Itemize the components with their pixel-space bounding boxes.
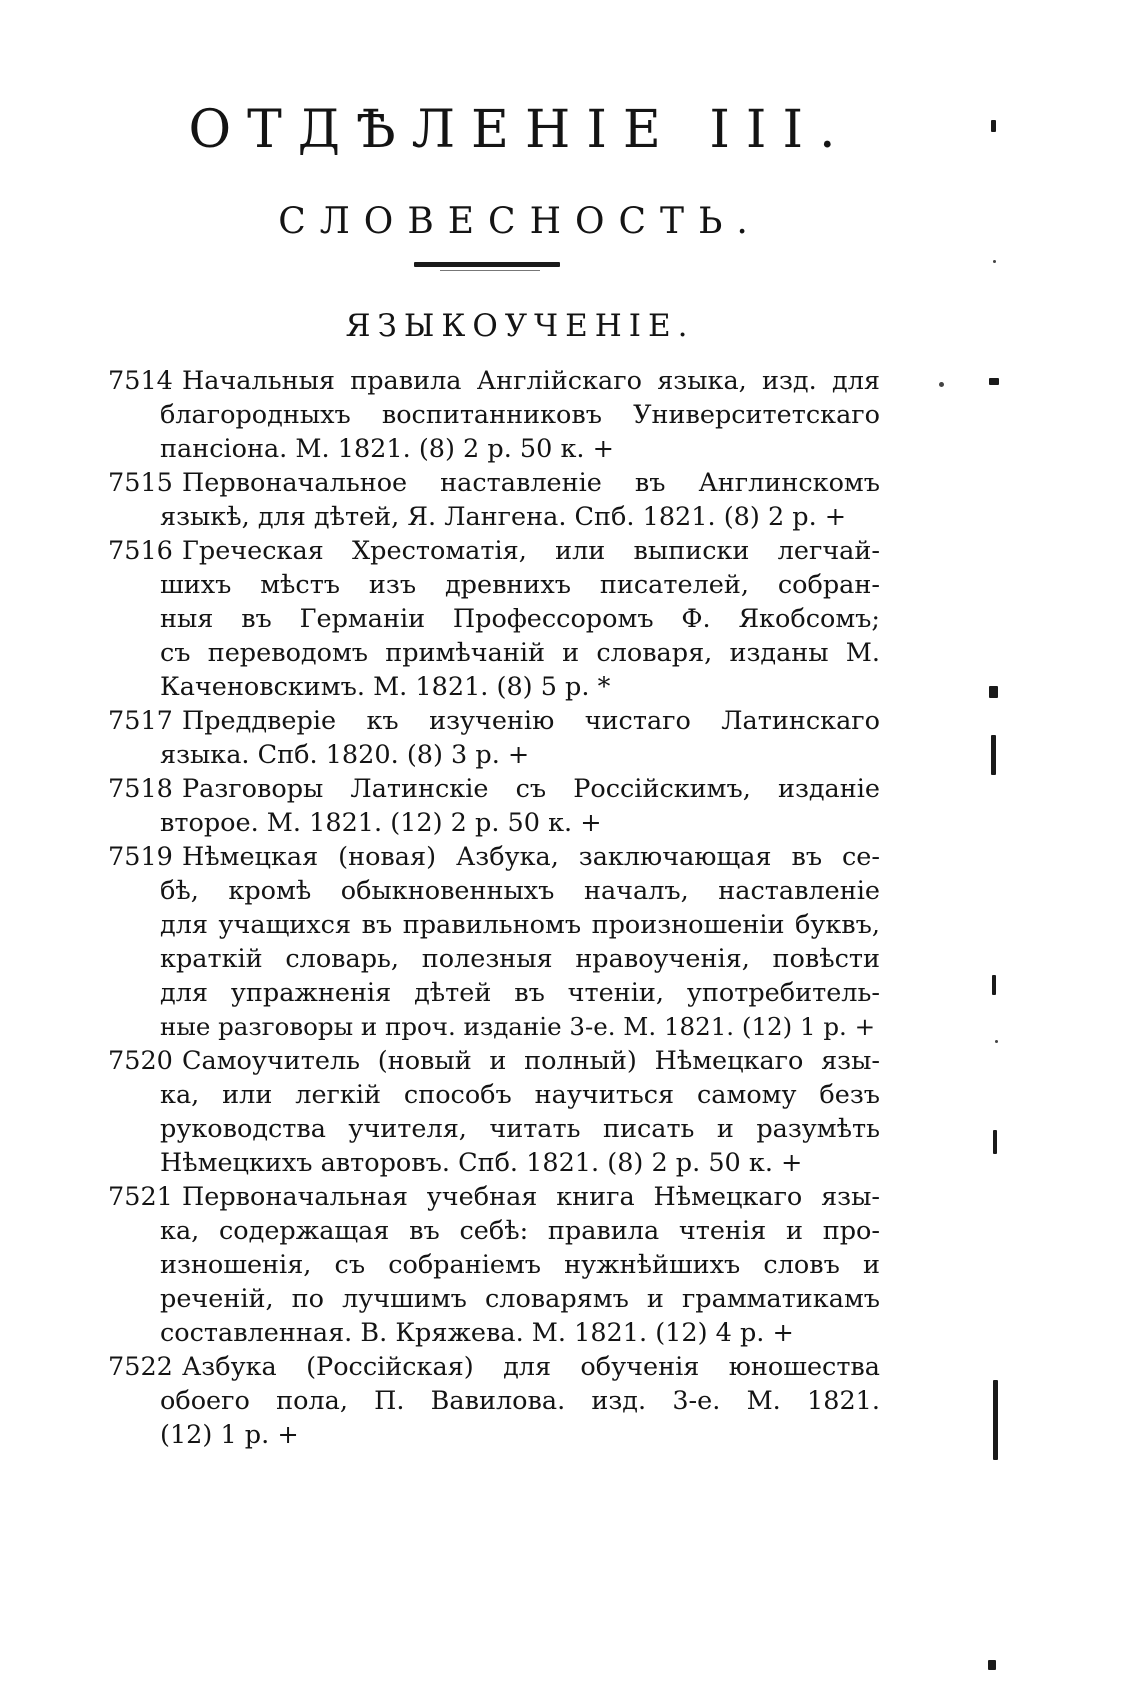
catalog-entry xyxy=(108,840,880,1044)
entry-text: благородныхъ воспитанниковъ Университетскаго xyxy=(160,400,880,430)
entry-line xyxy=(160,976,880,1010)
entry-first-line xyxy=(108,534,880,568)
entry-first-line xyxy=(108,364,880,398)
catalog-entry xyxy=(108,466,880,534)
entry-number: 7521 xyxy=(108,1182,173,1212)
entry-text: Каченовскимъ. М. 1821. (8) 5 р. * xyxy=(160,672,611,702)
catalog-entry xyxy=(108,1044,880,1180)
entry-line xyxy=(160,1010,880,1044)
entry-number: 7516 xyxy=(108,536,173,566)
entry-first-line xyxy=(108,1044,880,1078)
entry-first-line xyxy=(108,772,880,806)
entry-text: для упражненія дѣтей въ чтеніи, употребитель- xyxy=(160,978,880,1008)
entry-number: 7519 xyxy=(108,842,173,872)
entry-text: пансіона. М. 1821. (8) 2 р. 50 к. + xyxy=(160,434,614,464)
subsection-heading: ЯЗЫКОУЧЕНІЕ. xyxy=(345,308,695,344)
entry-line xyxy=(160,874,880,908)
entry-text: (12) 1 р. + xyxy=(160,1420,299,1450)
entry-text: бѣ, кромѣ обыкновенныхъ началъ, наставленіе xyxy=(160,876,880,906)
entry-line xyxy=(160,1214,880,1248)
entry-line xyxy=(160,738,880,772)
entry-text: краткій словарь, полезныя нравоученія, повѣсти xyxy=(160,944,880,974)
entry-line xyxy=(160,1384,880,1418)
catalog-entry xyxy=(108,772,880,840)
entry-line xyxy=(160,908,880,942)
entry-number: 7518 xyxy=(108,774,173,804)
entry-text: составленная. В. Кряжева. М. 1821. (12) 4 р. + xyxy=(160,1318,794,1348)
entry-text: Начальныя правила Англійскаго языка, изд. для xyxy=(182,366,880,396)
entry-line xyxy=(160,398,880,432)
entry-text: реченій, по лучшимъ словарямъ и грамматикамъ xyxy=(160,1284,880,1314)
entry-line xyxy=(160,636,880,670)
catalog-entries xyxy=(108,364,880,1452)
entry-line xyxy=(160,602,880,636)
catalog-entry xyxy=(108,704,880,772)
entry-text: ка, или легкій способъ научиться самому безъ xyxy=(160,1080,880,1110)
entry-first-line xyxy=(108,1350,880,1384)
entry-text: ка, содержащая въ себѣ: правила чтенія и про- xyxy=(160,1216,880,1246)
entry-text: для учащихся въ правильномъ произношеніи буквъ, xyxy=(160,910,880,940)
entry-text: Самоучитель (новый и полный) Нѣмецкаго язы- xyxy=(182,1046,880,1076)
entry-line xyxy=(160,1146,880,1180)
entry-line xyxy=(160,1248,880,1282)
entry-first-line xyxy=(108,840,880,874)
entry-text: Преддверіе къ изученію чистаго Латинскаго xyxy=(182,706,880,736)
entry-text: Разговоры Латинскіе съ Россійскимъ, изданіе xyxy=(182,774,880,804)
section-title: ОТДѢЛЕНІЕ III. xyxy=(188,100,852,160)
entry-number: 7520 xyxy=(108,1046,173,1076)
entry-text: языкѣ, для дѣтей, Я. Лангена. Спб. 1821. (8) 2 р. + xyxy=(160,502,847,532)
margin-scan-marks xyxy=(975,0,1015,1694)
decorative-rule xyxy=(414,262,560,267)
entry-text: изношенія, съ собраніемъ нужнѣйшихъ словъ и xyxy=(160,1250,880,1280)
entry-number: 7514 xyxy=(108,366,173,396)
entry-number: 7515 xyxy=(108,468,173,498)
entry-text: съ переводомъ примѣчаній и словаря, изданы М. xyxy=(160,638,880,668)
entry-text: второе. М. 1821. (12) 2 р. 50 к. + xyxy=(160,808,602,838)
entry-text: ные разговоры и проч. изданіе 3-е. М. 1821. (12) 1 р. + xyxy=(160,1012,876,1041)
entry-text: Азбука (Россійская) для обученія юношества xyxy=(182,1352,880,1382)
entry-text: Нѣмецкихъ авторовъ. Спб. 1821. (8) 2 р. 50 к. + xyxy=(160,1148,803,1178)
entry-number: 7517 xyxy=(108,706,173,736)
entry-text: языка. Спб. 1820. (8) 3 р. + xyxy=(160,740,530,770)
entry-first-line xyxy=(108,704,880,738)
entry-first-line xyxy=(108,1180,880,1214)
entry-first-line xyxy=(108,466,880,500)
entry-line xyxy=(160,500,880,534)
entry-text: шихъ мѣстъ изъ древнихъ писателей, собран- xyxy=(160,570,880,600)
entry-line xyxy=(160,806,880,840)
section-subtitle: СЛОВЕСНОСТЬ. xyxy=(278,201,762,242)
entry-text: Первоначальное наставленіе въ Англинскомъ xyxy=(182,468,880,498)
catalog-entry xyxy=(108,1180,880,1350)
entry-line xyxy=(160,670,880,704)
catalog-entry xyxy=(108,534,880,704)
decorative-rule-hairline xyxy=(440,270,540,271)
catalog-entry xyxy=(108,1350,880,1452)
entry-line xyxy=(160,1418,880,1452)
catalog-entry xyxy=(108,364,880,466)
entry-line xyxy=(160,1316,880,1350)
entry-line xyxy=(160,1112,880,1146)
entry-line xyxy=(160,568,880,602)
entry-line xyxy=(160,432,880,466)
entry-text: руководства учителя, читать писать и разумѣть xyxy=(160,1114,880,1144)
entry-text: обоего пола, П. Вавилова. изд. 3-е. М. 1821. xyxy=(160,1386,880,1416)
entry-text: Первоначальная учебная книга Нѣмецкаго язы- xyxy=(182,1182,880,1212)
entry-line xyxy=(160,942,880,976)
entry-number: 7522 xyxy=(108,1352,173,1382)
entry-text: Нѣмецкая (новая) Азбука, заключающая въ се- xyxy=(182,842,880,872)
entry-text: ныя въ Германіи Профессоромъ Ф. Якобсомъ; xyxy=(160,604,880,634)
entry-text: Греческая Хрестоматія, или выписки легчай- xyxy=(182,536,880,566)
entry-line xyxy=(160,1282,880,1316)
entry-line xyxy=(160,1078,880,1112)
